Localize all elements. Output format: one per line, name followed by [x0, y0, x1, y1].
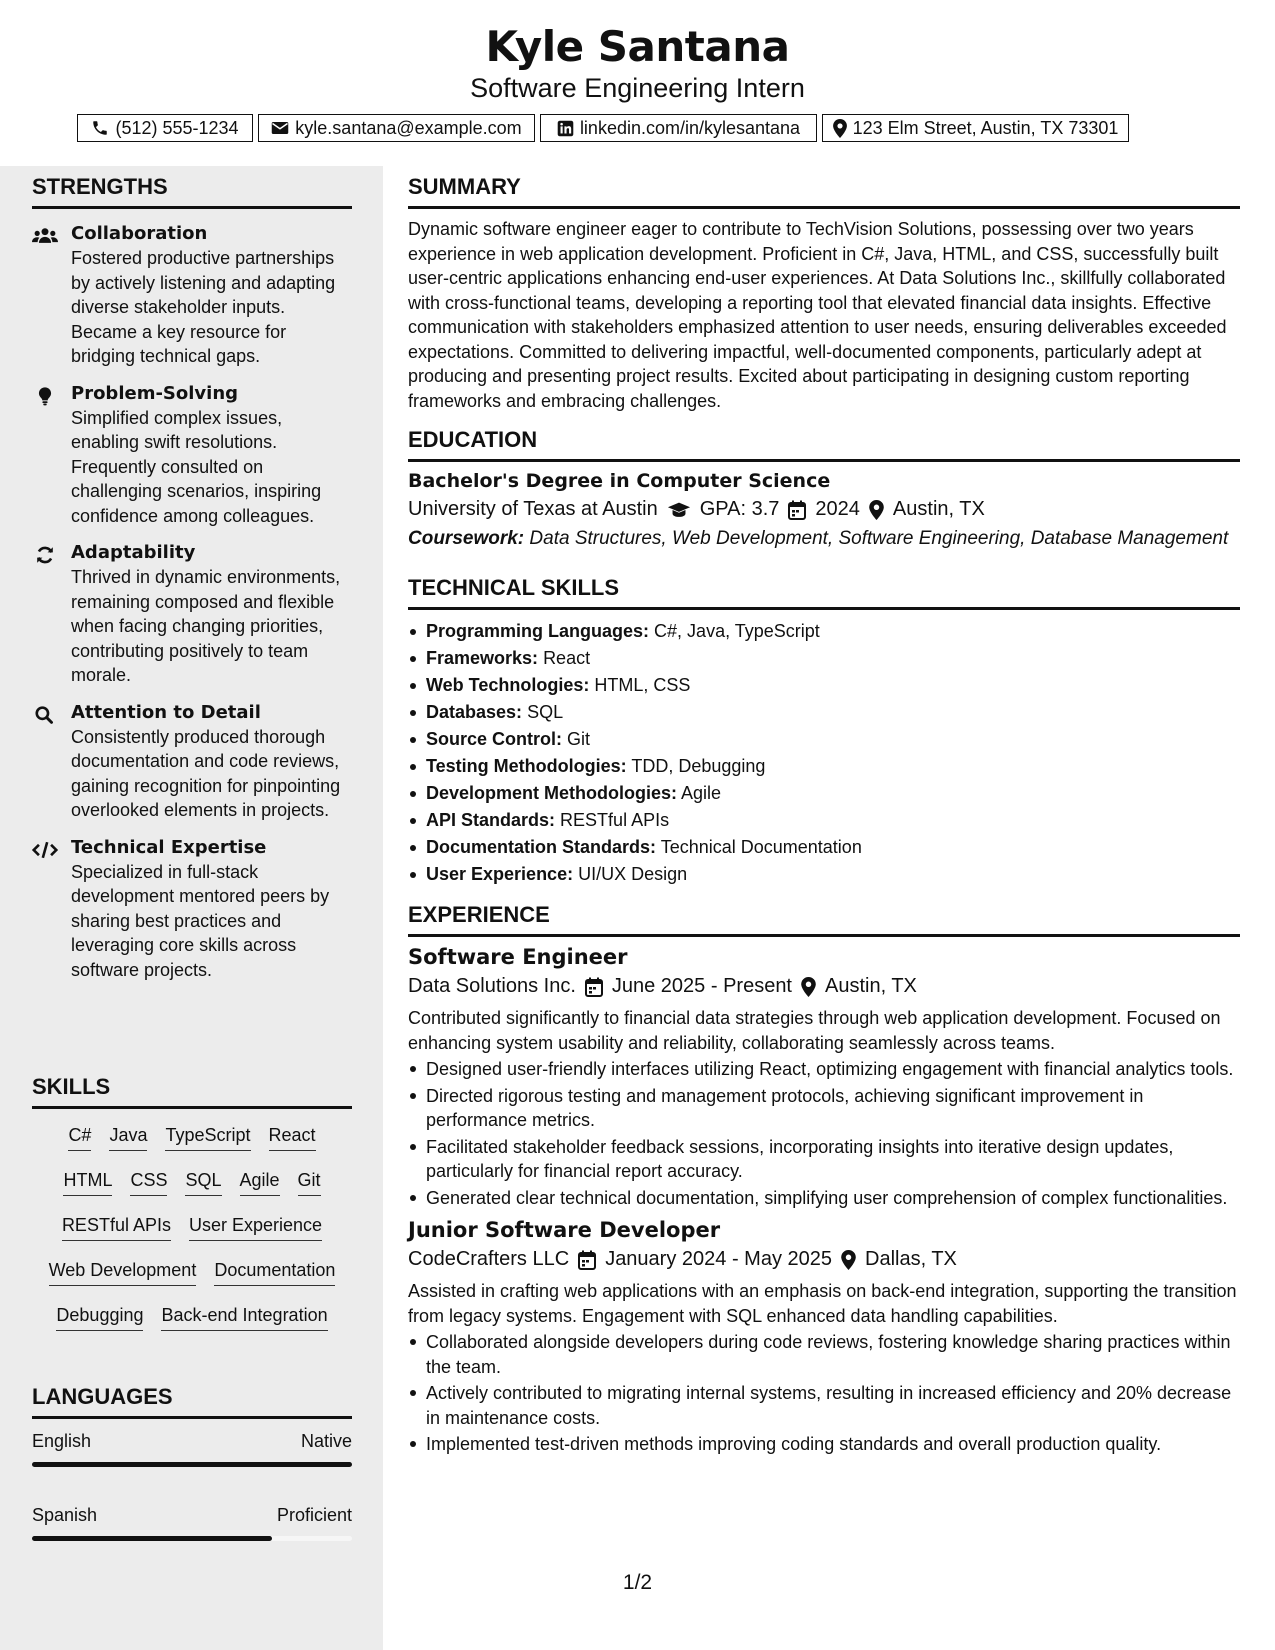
linkedin-text: linkedin.com/in/kylesantana [579, 117, 801, 138]
linkedin-icon [557, 120, 574, 137]
skill-value: React [543, 648, 591, 668]
skill-label: Web Technologies: [426, 675, 590, 695]
job-location: Dallas, TX [865, 1248, 957, 1270]
calendar-icon [788, 500, 806, 520]
job-company: CodeCrafters LLC [408, 1248, 570, 1270]
technical-skills-section [408, 575, 1240, 888]
skills-row [32, 1260, 352, 1305]
technical-skills-heading: TECHNICAL SKILLS [408, 575, 1240, 610]
education-location: Austin, TX [892, 498, 985, 520]
education-meta [408, 498, 1240, 521]
sync-icon [32, 545, 58, 565]
graduation-cap-icon [667, 501, 691, 519]
skill-label: API Standards: [426, 810, 556, 830]
strength-title: Attention to Detail [71, 701, 261, 723]
resume-header [0, 0, 1275, 166]
list-item [408, 699, 1240, 726]
skill-label: User Experience: [426, 864, 574, 884]
skill-chip: React [269, 1125, 316, 1151]
skill-chip: User Experience [189, 1215, 322, 1241]
list-item: Designed user-friendly interfaces utilizing React, optimizing engagement with financial analytics tools. [408, 1057, 1240, 1082]
skill-label: Frameworks: [426, 648, 539, 668]
experience-section [408, 902, 1240, 1457]
list-item [408, 645, 1240, 672]
list-item [408, 834, 1240, 861]
skill-chip: CSS [130, 1170, 167, 1196]
technical-skills-list [408, 618, 1240, 888]
code-icon [32, 840, 58, 860]
skills-heading: SKILLS [32, 1074, 352, 1109]
contact-linkedin[interactable] [540, 114, 817, 142]
skill-value: RESTful APIs [560, 810, 670, 830]
users-icon [32, 226, 58, 246]
strengths-heading: STRENGTHS [32, 174, 352, 209]
phone-icon [91, 119, 109, 137]
strength-desc: Specialized in full-stack development mentored peers by sharing best practices and leveraging core skills across software projects. [71, 861, 330, 980]
strength-desc: Thrived in dynamic environments, remaining composed and flexible when facing changing priorities, contributing positively to team morale. [71, 567, 341, 685]
job-company: Data Solutions Inc. [408, 975, 576, 997]
list-item: Actively contributed to migrating internal systems, resulting in increased efficiency and 20% decrease in maintenance costs. [408, 1381, 1240, 1430]
skill-label: Programming Languages: [426, 621, 650, 641]
map-pin-icon [833, 119, 847, 138]
job-bullets [408, 1330, 1240, 1457]
list-item [408, 726, 1240, 753]
education-school: University of Texas at Austin [408, 498, 658, 520]
candidate-name: Kyle Santana [485, 22, 790, 71]
language-bar-fill [32, 1536, 272, 1541]
job-entry [408, 1218, 1240, 1457]
skill-value: Git [567, 729, 591, 749]
contact-email[interactable] [258, 114, 535, 142]
education-gpa: GPA: 3.7 [699, 498, 780, 520]
skill-chip: HTML [63, 1170, 112, 1196]
skills-section [32, 1074, 352, 1350]
main-content [408, 174, 1240, 1459]
language-level: Proficient [276, 1505, 352, 1525]
strength-item [32, 223, 352, 369]
job-meta [408, 975, 1240, 998]
strength-title: Technical Expertise [71, 836, 267, 858]
skill-chip: Debugging [56, 1305, 143, 1331]
languages-heading: LANGUAGES [32, 1384, 352, 1419]
strength-item [32, 542, 352, 688]
list-item [408, 618, 1240, 645]
job-meta [408, 1248, 1240, 1271]
language-bar [32, 1462, 352, 1467]
skill-chip: SQL [185, 1170, 221, 1196]
skill-value: Technical Documentation [660, 837, 862, 857]
skill-value: TDD, Debugging [631, 756, 766, 776]
language-bar-fill [32, 1462, 352, 1467]
job-title: Junior Software Developer [408, 1218, 721, 1242]
strength-title: Problem-Solving [71, 382, 239, 404]
education-coursework [408, 527, 1240, 551]
page-number: 1/2 [622, 1571, 653, 1594]
calendar-icon [578, 1250, 596, 1270]
skill-value: SQL [527, 702, 564, 722]
language-bar [32, 1536, 352, 1541]
strength-desc: Fostered productive partnerships by actively listening and adapting diverse stakeholder inputs. Became a key resource for bridging technical gaps. [71, 248, 336, 366]
strength-item [32, 702, 352, 823]
candidate-title: Software Engineering Intern [470, 73, 805, 103]
skills-row [32, 1125, 352, 1170]
skill-label: Testing Methodologies: [426, 756, 627, 776]
calendar-icon [585, 977, 603, 997]
map-pin-icon [801, 977, 816, 997]
contact-row [0, 114, 1275, 144]
map-pin-icon [869, 500, 884, 520]
job-bullets [408, 1057, 1240, 1210]
contact-address[interactable] [822, 114, 1129, 142]
address-text: 123 Elm Street, Austin, TX 73301 [852, 117, 1119, 138]
skill-value: C#, Java, TypeScript [654, 621, 820, 641]
skill-chip: RESTful APIs [62, 1215, 171, 1241]
education-degree: Bachelor's Degree in Computer Science [408, 470, 831, 492]
language-name: English [32, 1431, 92, 1451]
job-description: Contributed significantly to financial data strategies through web application development. Focused on enhancing system usability and reliability, collaborating seamlessly across teams. [408, 1008, 1221, 1053]
map-pin-icon [841, 1250, 856, 1270]
list-item [408, 780, 1240, 807]
job-dates: June 2025 - Present [611, 975, 792, 997]
language-level: Native [300, 1431, 352, 1451]
strength-item [32, 837, 352, 983]
strength-title: Adaptability [71, 542, 196, 563]
skill-chip: Back-end Integration [161, 1305, 327, 1331]
skill-chip: TypeScript [165, 1125, 250, 1151]
list-item: Collaborated alongside developers during code reviews, fostering knowledge sharing practices within the team. [408, 1330, 1240, 1379]
language-list [32, 1431, 352, 1541]
summary-heading: SUMMARY [408, 174, 1240, 209]
education-year: 2024 [815, 498, 860, 520]
list-item: Directed rigorous testing and management protocols, achieving significant improvement in performance metrics. [408, 1084, 1240, 1133]
job-description: Assisted in crafting web applications with an emphasis on back-end integration, supporting the transition from legacy systems. Engagement with SQL enhanced data handling capabilities. [408, 1281, 1237, 1326]
list-item [408, 753, 1240, 780]
skill-label: Development Methodologies: [426, 783, 678, 803]
skill-chip: C# [68, 1125, 91, 1151]
list-item: Implemented test-driven methods improving coding standards and overall production quality. [408, 1432, 1240, 1457]
skill-value: UI/UX Design [578, 864, 688, 884]
skill-label: Source Control: [426, 729, 563, 749]
magnifier-icon [32, 705, 58, 725]
summary-text: Dynamic software engineer eager to contribute to TechVision Solutions, possessing over two years experience in web application development. Proficient in C#, Java, HTML, and CSS, successfully built user-centric applications enhancing end-user experiences. At Data Solutions Inc., skillfully collaborated with cross-functional teams, developing a reporting tool that elevated financial data insights. Effective communication with stakeholders emphasized attention to user needs, ensuring deliverables exceeded expectations. Committed to delivering impactful, well-documented components, particularly adept at producing and presenting project results. Excited about participating in designing custom reporting frameworks and embracing challenges. [408, 219, 1227, 411]
coursework-list: Data Structures, Web Development, Software Engineering, Database Management [529, 528, 1229, 549]
strength-title: Collaboration [71, 223, 208, 244]
list-item [408, 807, 1240, 834]
education-section [408, 427, 1240, 551]
strength-desc: Consistently produced thorough documentation and code reviews, gaining recognition for pinpointing overlooked elements in projects. [71, 726, 341, 820]
strengths-section [32, 174, 352, 996]
list-item: Generated clear technical documentation, simplifying user comprehension of complex functionalities. [408, 1186, 1240, 1211]
skill-chip: Documentation [214, 1260, 335, 1286]
skills-row [32, 1305, 352, 1350]
language-name: Spanish [32, 1505, 98, 1525]
skill-value: Agile [681, 783, 722, 803]
skill-label: Databases: [426, 702, 523, 722]
skill-value: HTML, CSS [594, 675, 691, 695]
job-entry [408, 945, 1240, 1210]
languages-section [32, 1384, 352, 1579]
contact-phone[interactable] [77, 114, 253, 142]
language-row [32, 1431, 352, 1452]
strength-item [32, 383, 352, 529]
coursework-label: Coursework: [408, 528, 525, 549]
lightbulb-icon [32, 386, 58, 406]
education-heading: EDUCATION [408, 427, 1240, 462]
skills-row [32, 1170, 352, 1215]
skills-row [32, 1215, 352, 1260]
sidebar [0, 166, 383, 1650]
job-location: Austin, TX [825, 975, 917, 997]
skill-label: Documentation Standards: [426, 837, 657, 857]
list-item [408, 672, 1240, 699]
skill-chip: Web Development [49, 1260, 197, 1286]
list-item [408, 861, 1240, 888]
skill-chip: Git [298, 1170, 321, 1196]
job-dates: January 2024 - May 2025 [605, 1248, 832, 1270]
envelope-icon [271, 120, 289, 136]
strength-desc: Simplified complex issues, enabling swift resolutions. Frequently consulted on challenging scenarios, inspiring confidence among colleagues. [71, 407, 322, 526]
experience-heading: EXPERIENCE [408, 902, 1240, 937]
language-row [32, 1505, 352, 1526]
summary-section [408, 174, 1240, 413]
list-item: Facilitated stakeholder feedback sessions, incorporating insights into iterative design updates, particularly for financial report accuracy. [408, 1135, 1240, 1184]
phone-text: (512) 555-1234 [115, 117, 239, 138]
skill-chip: Agile [240, 1170, 280, 1196]
job-title: Software Engineer [408, 945, 628, 969]
skill-chip: Java [109, 1125, 147, 1151]
email-text: kyle.santana@example.com [295, 117, 522, 138]
